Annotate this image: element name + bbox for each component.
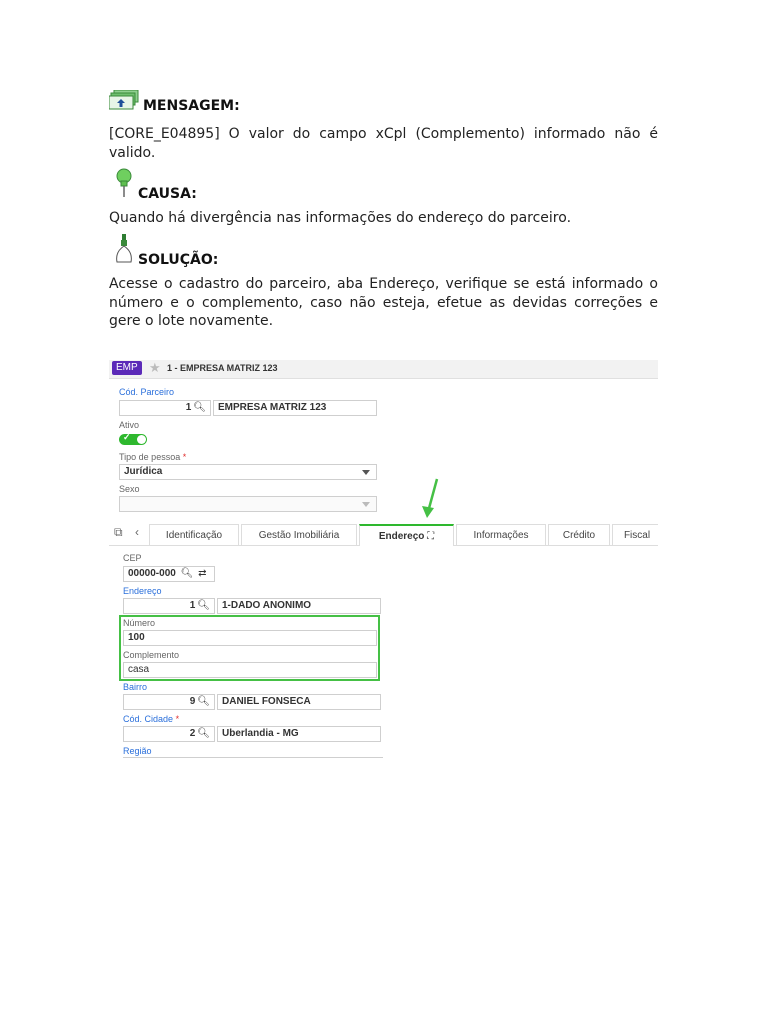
message-icon bbox=[109, 90, 139, 114]
parceiro-name-field: EMPRESA MATRIZ 123 bbox=[213, 400, 377, 416]
favorite-star-icon[interactable]: ★ bbox=[149, 360, 161, 375]
solution-heading bbox=[114, 234, 218, 268]
tab-fiscal[interactable]: Fiscal bbox=[612, 524, 658, 545]
regiao-label: Região bbox=[123, 746, 152, 756]
message-text: [CORE_E04895] O valor do campo xCpl (Complemento) informado não é valido. bbox=[109, 126, 658, 161]
cod-parceiro-input[interactable] bbox=[119, 400, 211, 416]
cause-text: Quando há divergência nas informações do endereço do parceiro. bbox=[109, 210, 572, 226]
ativo-label: Ativo bbox=[119, 420, 140, 430]
cidade-name-field: Uberlandia - MG bbox=[217, 726, 381, 742]
tipo-pessoa-select[interactable] bbox=[119, 464, 377, 480]
tipo-pessoa-label bbox=[119, 452, 186, 462]
tab-gestao-imobiliaria[interactable]: Gestão Imobiliária bbox=[241, 524, 357, 545]
endereco-name-field: 1-DADO ANONIMO bbox=[217, 598, 381, 614]
cep-value: 00000-000 bbox=[128, 568, 176, 579]
tipo-pessoa-value: Jurídica bbox=[124, 466, 163, 477]
check-icon: ✓ bbox=[123, 432, 131, 442]
tab-credito[interactable]: Crédito bbox=[548, 524, 610, 545]
emp-badge: EMP bbox=[112, 361, 142, 375]
copy-icon[interactable]: ⧉ bbox=[114, 525, 123, 539]
cep-input[interactable] bbox=[123, 566, 215, 582]
tabs-bar bbox=[109, 521, 658, 546]
chevron-down-icon bbox=[362, 470, 370, 475]
lamp-icon bbox=[114, 234, 134, 268]
cidade-code-value: 2 bbox=[189, 728, 196, 739]
tab-endereco-label: Endereço bbox=[378, 531, 425, 542]
endereco-code-input[interactable] bbox=[123, 598, 215, 614]
chevron-left-icon[interactable]: ‹ bbox=[135, 525, 139, 539]
numero-label: Número bbox=[123, 618, 156, 628]
cause-title: CAUSA: bbox=[138, 186, 197, 202]
sexo-select[interactable] bbox=[119, 496, 377, 512]
search-icon[interactable]: 🔍︎ bbox=[197, 600, 210, 611]
bairro-name-field: DANIEL FONSECA bbox=[217, 694, 381, 710]
bairro-code-value: 9 bbox=[189, 696, 196, 707]
solution-title: SOLUÇÃO: bbox=[138, 252, 219, 268]
endereco-label: Endereço bbox=[123, 586, 162, 596]
chevron-down-icon bbox=[362, 502, 370, 507]
ativo-toggle[interactable] bbox=[119, 434, 147, 445]
tab-identificacao[interactable]: Identificação bbox=[149, 524, 239, 545]
message-title: MENSAGEM: bbox=[143, 98, 240, 114]
refresh-icon[interactable]: ⇄ bbox=[198, 568, 207, 579]
cod-parceiro-label: Cód. Parceiro bbox=[119, 387, 175, 397]
cidade-label bbox=[123, 714, 179, 724]
cod-parceiro-value: 1 bbox=[185, 402, 192, 413]
pushpin-icon bbox=[114, 168, 134, 202]
message-heading bbox=[109, 90, 240, 114]
cidade-code-input[interactable] bbox=[123, 726, 215, 742]
search-icon[interactable]: 🔍︎ bbox=[197, 696, 210, 707]
tab-endereco[interactable] bbox=[359, 524, 454, 546]
annotation-arrow-icon bbox=[420, 478, 440, 520]
expand-icon[interactable]: ⛶ bbox=[427, 531, 435, 542]
toggle-knob bbox=[137, 435, 146, 444]
cause-heading bbox=[114, 168, 197, 202]
solution-text: Acesse o cadastro do parceiro, aba Endereço, verifique se está informado o número e o complemento, caso não esteja, efetue as devidas correções e gere o lote novamente. bbox=[109, 276, 658, 329]
required-mark: * bbox=[182, 452, 187, 462]
search-icon[interactable]: 🔍︎ bbox=[180, 568, 194, 579]
tab-informacoes[interactable]: Informações bbox=[456, 524, 546, 545]
complemento-label: Complemento bbox=[123, 650, 180, 660]
numero-input[interactable]: 100 bbox=[123, 630, 377, 646]
endereco-code-value: 1 bbox=[189, 600, 196, 611]
required-mark: * bbox=[175, 714, 180, 724]
partner-form-screenshot bbox=[109, 360, 658, 760]
sexo-label: Sexo bbox=[119, 484, 140, 494]
complemento-input[interactable]: casa bbox=[123, 662, 377, 678]
search-icon[interactable]: 🔍︎ bbox=[197, 728, 210, 739]
cep-label: CEP bbox=[123, 553, 142, 563]
tipo-pessoa-label-text: Tipo de pessoa bbox=[119, 452, 181, 462]
search-icon[interactable]: 🔍︎ bbox=[193, 402, 206, 413]
bairro-label: Bairro bbox=[123, 682, 148, 692]
record-title: 1 - EMPRESA MATRIZ 123 bbox=[167, 363, 278, 373]
bairro-code-input[interactable] bbox=[123, 694, 215, 710]
regiao-field-partial bbox=[123, 757, 383, 760]
cidade-label-text: Cód. Cidade bbox=[123, 714, 174, 724]
record-header bbox=[109, 360, 658, 379]
